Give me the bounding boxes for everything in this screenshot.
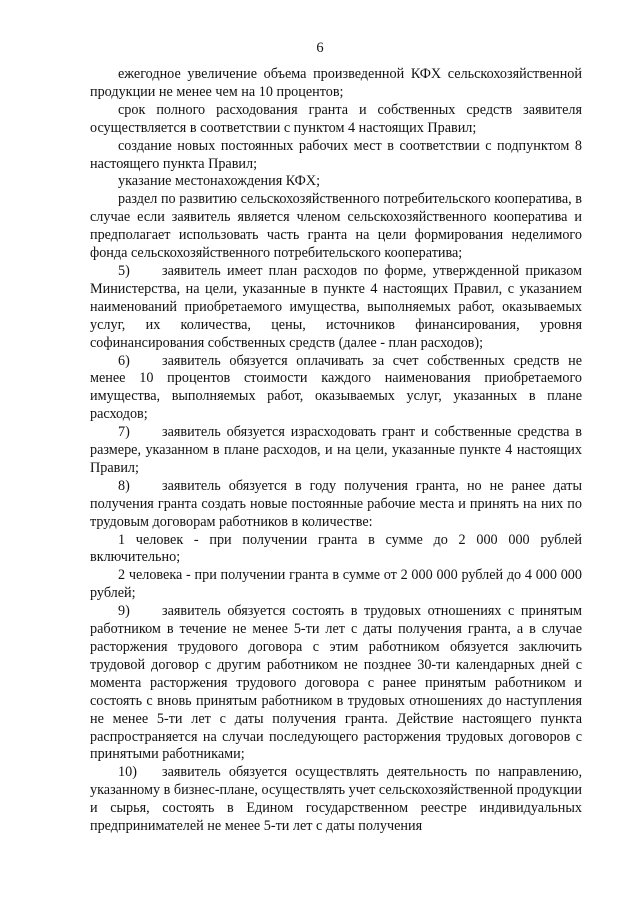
numbered-paragraph-8	[90, 478, 582, 532]
paragraph-text: указание местонахождения КФХ;	[118, 173, 321, 190]
paragraph-text: 2 человека - при получении гранта в сумме от 2 000 000 рублей до 4 000 000 рублей;	[90, 567, 582, 602]
numbered-paragraph-10	[90, 764, 582, 836]
item-number: 5)	[118, 262, 130, 279]
paragraph	[90, 138, 582, 174]
paragraph-text: заявитель обязуется осуществлять деятельность по направлению, указанному в бизнес-плане, осуществлять учет сельскохозяйственной продукции и сырья, состоять в Едином государственном реестре индивидуальных предпринимателей не менее 5-ти лет с даты получения	[90, 764, 582, 835]
paragraph-text: заявитель обязуется оплачивать за счет собственных средств не менее 10 процентов стоимости каждого наименования приобретаемого имущества, выполняемых работ, оказываемых услуг, указанных в плане расходов;	[90, 352, 582, 423]
paragraph-text: срок полного расходования гранта и собственных средств заявителя осуществляется в соответствии с пунктом 4 настоящих Правил;	[90, 101, 582, 136]
page-number: 6	[316, 40, 324, 56]
document-body	[90, 66, 582, 836]
paragraph	[90, 532, 582, 568]
paragraph-text: ежегодное увеличение объема произведенной КФХ сельскохозяйственной продукции не менее чем на 10 процентов;	[90, 66, 582, 100]
paragraph	[90, 66, 582, 102]
item-number: 10)	[118, 764, 137, 781]
paragraph-text: 1 человек - при получении гранта в сумме до 2 000 000 рублей включительно;	[90, 531, 582, 566]
paragraph-text: создание новых постоянных рабочих мест в соответствии с подпунктом 8 настоящего пункта Правил;	[90, 137, 582, 172]
numbered-paragraph-5	[90, 263, 582, 353]
item-number: 6)	[118, 352, 130, 369]
paragraph-text: заявитель обязуется в году получения гранта, но не ранее даты получения гранта создать новые постоянные рабочие места и принять на них по трудовым договорам работников в количестве:	[90, 477, 582, 530]
numbered-paragraph-6	[90, 353, 582, 425]
numbered-paragraph-9	[90, 603, 582, 764]
paragraph-text: раздел по развитию сельскохозяйственного потребительского кооператива, в случае если заявитель является членом сельскохозяйственного кооператива и предполагает использовать часть гранта на цели формирования неделимого фонда сельскохозяйственного потребительского кооператива;	[90, 191, 582, 262]
paragraph-text: заявитель имеет план расходов по форме, утвержденной приказом Министерства, на цели, указанные в пункте 4 настоящих Правил, с указанием наименований приобретаемого имущества, выполняемых работ, оказываемых услуг, их количества, цены, источников финансирования, уровня софинансирования собственных средств (далее - план расходов);	[90, 262, 582, 351]
paragraph-text: заявитель обязуется израсходовать грант и собственные средства в размере, указанном в плане расходов, и на цели, указанные пункте 4 настоящих Правил;	[90, 424, 582, 476]
item-number: 7)	[118, 424, 130, 441]
numbered-paragraph-7	[90, 424, 582, 478]
paragraph	[90, 567, 582, 603]
item-number: 9)	[118, 603, 130, 620]
paragraph	[90, 173, 582, 191]
paragraph-text: заявитель обязуется состоять в трудовых отношениях с принятым работником в течение не менее 5-ти лет с даты получения гранта, а в случае расторжения трудового договора с этим работником обязуется заключить трудовой договор с другим работником не позднее 30-ти календарных дней с момента расторжения трудового договора с ранее принятым работником и состоять с вновь принятым работником в трудовых отношениях до наступления не менее 5-ти лет с даты получения гранта. Действие настоящего пункта распространяется на случаи последующего расторжения трудовых договоров с принятыми работниками;	[90, 603, 582, 763]
paragraph	[90, 102, 582, 138]
paragraph	[90, 191, 582, 263]
item-number: 8)	[118, 477, 130, 494]
